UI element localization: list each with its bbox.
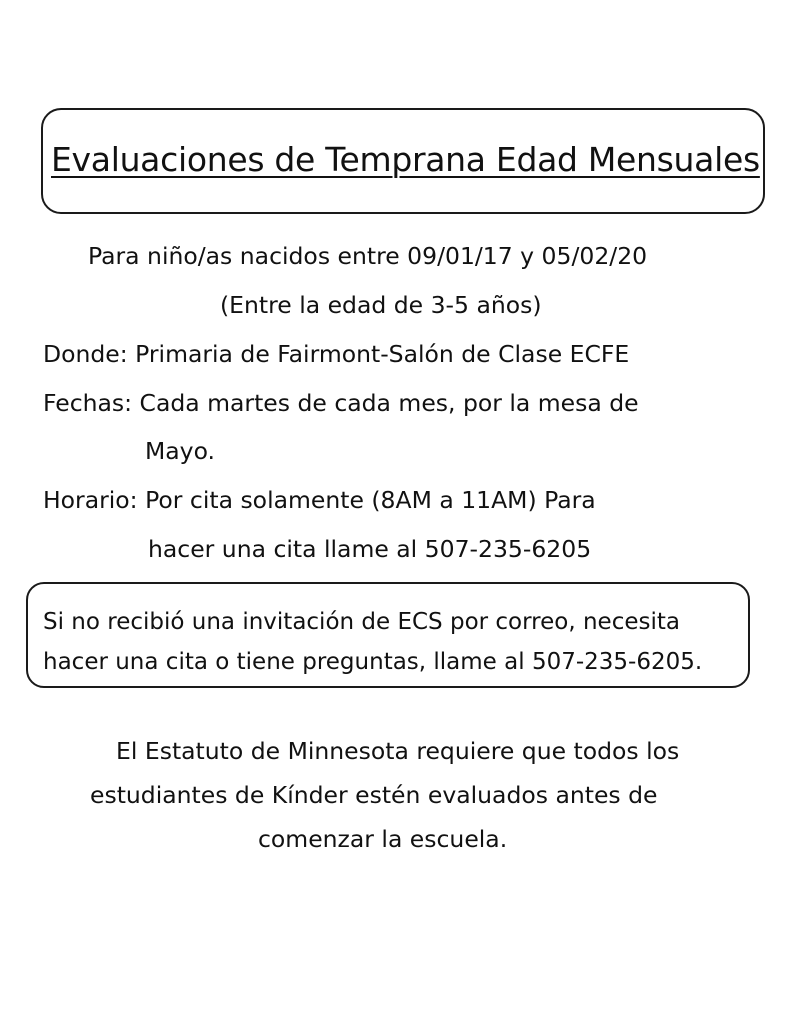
dates-text-line1: Fechas: Cada martes de cada mes, por la mesa de (43, 389, 639, 417)
dates-text-line2: Mayo. (145, 437, 216, 465)
page-title: Evaluaciones de Temprana Edad Mensuales (51, 140, 760, 179)
age-range-text: (Entre la edad de 3-5 años) (220, 291, 542, 319)
notice-text-line1: Si no recibió una invitación de ECS por correo, necesita (43, 609, 680, 635)
notice-box (26, 582, 750, 688)
eligibility-text: Para niño/as nacidos entre 09/01/17 y 05/02/20 (88, 242, 648, 270)
schedule-text-line1: Horario: Por cita solamente (8AM a 11AM) Para (43, 486, 596, 514)
notice-text-line2: hacer una cita o tiene preguntas, llame al 507-235-6205. (43, 649, 703, 675)
location-text: Donde: Primaria de Fairmont-Salón de Clase ECFE (43, 340, 630, 368)
title-box (41, 108, 765, 214)
statute-text-line3: comenzar la escuela. (258, 825, 508, 853)
schedule-text-line2: hacer una cita llame al 507-235-6205 (148, 535, 592, 563)
statute-text-line2: estudiantes de Kínder estén evaluados antes de (90, 781, 658, 809)
statute-text-line1: El Estatuto de Minnesota requiere que todos los (116, 737, 680, 765)
